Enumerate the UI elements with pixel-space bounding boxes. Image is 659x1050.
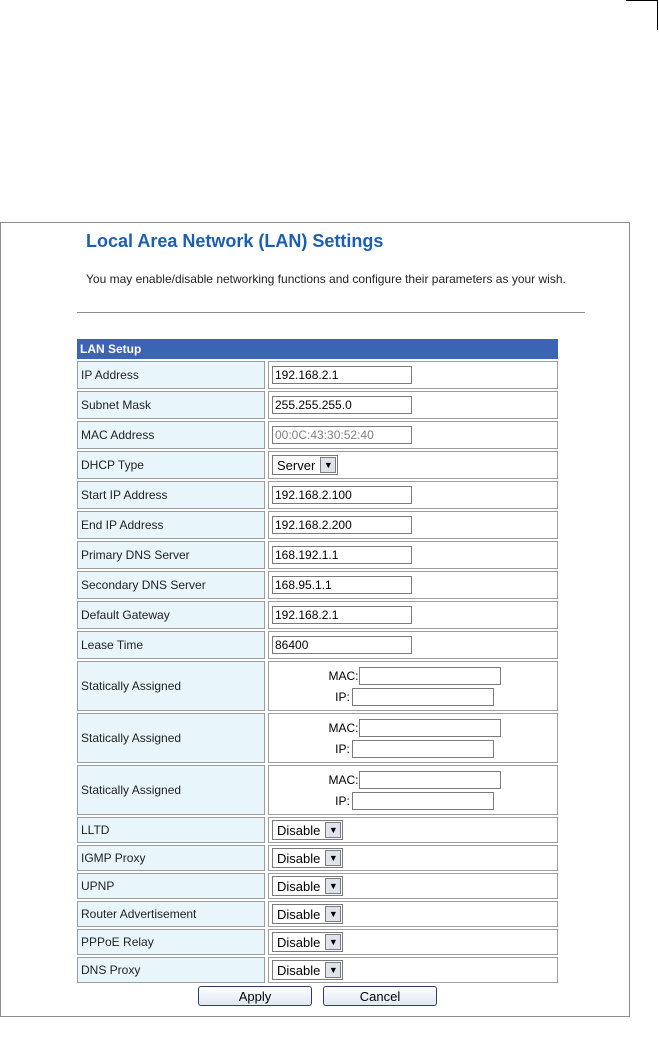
subnet-mask-row	[77, 391, 558, 419]
chevron-down-icon[interactable]: ▼	[325, 850, 341, 866]
upnp-select[interactable]	[272, 876, 343, 896]
page-title: Local Area Network (LAN) Settings	[86, 231, 384, 251]
primary-dns-label: Primary DNS Server	[77, 541, 265, 569]
dns-proxy-select[interactable]	[272, 960, 343, 980]
dns-proxy-label: DNS Proxy	[77, 957, 265, 983]
default-gateway-input[interactable]	[272, 606, 412, 624]
apply-button[interactable]: Apply	[198, 986, 312, 1006]
upnp-label: UPNP	[77, 873, 265, 899]
lease-time-label: Lease Time	[77, 631, 265, 659]
static-ip-input[interactable]	[352, 740, 494, 758]
static-ip-label: IP:	[335, 741, 350, 756]
static-assign-label: Statically Assigned	[77, 713, 265, 763]
static-assign-row-1	[77, 661, 558, 711]
static-mac-label: MAC:	[328, 668, 359, 683]
lan-setup-header: LAN Setup	[77, 339, 558, 359]
ip-address-input[interactable]	[272, 366, 412, 384]
divider	[77, 312, 585, 313]
pppoe-relay-select[interactable]	[272, 932, 343, 952]
chevron-down-icon[interactable]: ▼	[320, 457, 336, 473]
dhcp-type-select[interactable]	[272, 455, 338, 475]
igmp-proxy-value: Disable	[277, 850, 321, 866]
lltd-label: LLTD	[77, 817, 265, 843]
primary-dns-input[interactable]	[272, 546, 412, 564]
primary-dns-row	[77, 541, 558, 569]
static-assign-row-2	[77, 713, 558, 763]
igmp-proxy-row	[77, 845, 558, 871]
mac-address-field	[272, 426, 412, 444]
static-mac-input[interactable]	[359, 771, 501, 789]
cancel-button[interactable]: Cancel	[323, 986, 437, 1006]
mac-address-label: MAC Address	[77, 421, 265, 449]
end-ip-input[interactable]	[272, 516, 412, 534]
lan-setup-panel	[77, 339, 558, 983]
lltd-value: Disable	[277, 822, 321, 838]
dns-proxy-row	[77, 957, 558, 983]
end-ip-label: End IP Address	[77, 511, 265, 539]
lltd-row	[77, 817, 558, 843]
page-corner-mark	[626, 0, 658, 30]
static-ip-input[interactable]	[352, 792, 494, 810]
router-adv-select[interactable]	[272, 904, 343, 924]
static-assign-row-3	[77, 765, 558, 815]
router-adv-row	[77, 901, 558, 927]
static-assign-label: Statically Assigned	[77, 661, 265, 711]
default-gateway-row	[77, 601, 558, 629]
dns-proxy-value: Disable	[277, 962, 321, 978]
static-assign-label: Statically Assigned	[77, 765, 265, 815]
router-adv-value: Disable	[277, 906, 321, 922]
chevron-down-icon[interactable]: ▼	[325, 962, 341, 978]
default-gateway-label: Default Gateway	[77, 601, 265, 629]
subnet-mask-input[interactable]	[272, 396, 412, 414]
upnp-value: Disable	[277, 878, 321, 894]
dhcp-type-value: Server	[277, 457, 316, 473]
static-ip-input[interactable]	[352, 688, 494, 706]
router-adv-label: Router Advertisement	[77, 901, 265, 927]
chevron-down-icon[interactable]: ▼	[325, 934, 341, 950]
upnp-row	[77, 873, 558, 899]
dhcp-type-label: DHCP Type	[77, 451, 265, 479]
igmp-proxy-select[interactable]	[272, 848, 343, 868]
static-mac-label: MAC:	[328, 720, 359, 735]
end-ip-row	[77, 511, 558, 539]
secondary-dns-input[interactable]	[272, 576, 412, 594]
static-mac-input[interactable]	[359, 719, 501, 737]
static-ip-label: IP:	[335, 689, 350, 704]
static-mac-input[interactable]	[359, 667, 501, 685]
chevron-down-icon[interactable]: ▼	[325, 822, 341, 838]
start-ip-label: Start IP Address	[77, 481, 265, 509]
secondary-dns-row	[77, 571, 558, 599]
static-mac-label: MAC:	[328, 772, 359, 787]
subnet-mask-label: Subnet Mask	[77, 391, 265, 419]
pppoe-relay-row	[77, 929, 558, 955]
pppoe-relay-label: PPPoE Relay	[77, 929, 265, 955]
page-intro: You may enable/disable networking functions and configure their parameters as your wish.	[86, 272, 566, 286]
lease-time-row	[77, 631, 558, 659]
lltd-select[interactable]	[272, 820, 343, 840]
igmp-proxy-label: IGMP Proxy	[77, 845, 265, 871]
start-ip-row	[77, 481, 558, 509]
start-ip-input[interactable]	[272, 486, 412, 504]
static-ip-label: IP:	[335, 793, 350, 808]
form-buttons	[198, 986, 437, 1006]
pppoe-relay-value: Disable	[277, 934, 321, 950]
dhcp-type-row	[77, 451, 558, 479]
chevron-down-icon[interactable]: ▼	[325, 878, 341, 894]
mac-address-row	[77, 421, 558, 449]
chevron-down-icon[interactable]: ▼	[325, 906, 341, 922]
ip-address-row	[77, 361, 558, 389]
ip-address-label: IP Address	[77, 361, 265, 389]
secondary-dns-label: Secondary DNS Server	[77, 571, 265, 599]
lease-time-input[interactable]	[272, 636, 412, 654]
